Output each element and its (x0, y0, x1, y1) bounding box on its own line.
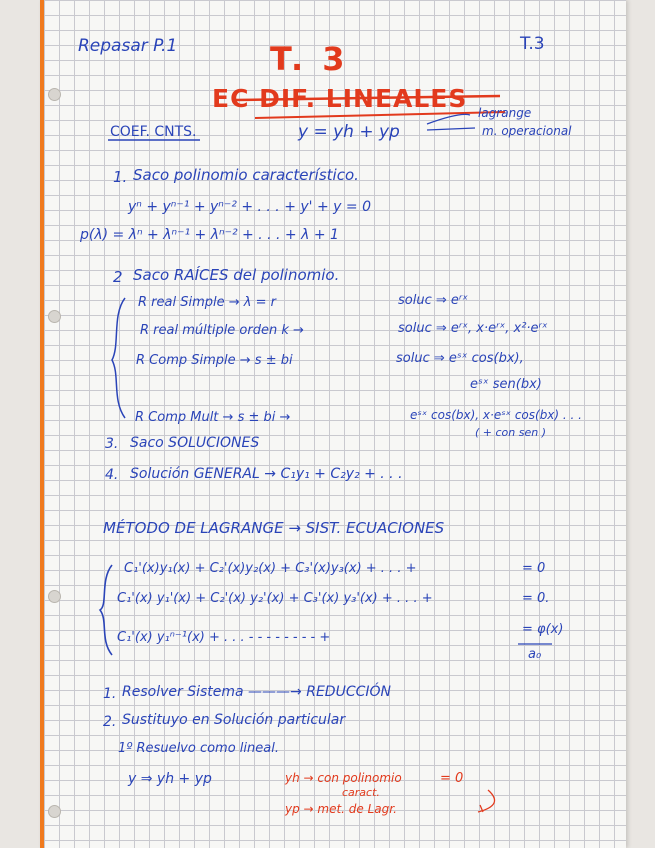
step-number: 1. (113, 168, 128, 186)
root-case-solution: soluc ⇒ eʳˣ, x·eʳˣ, x²·eʳˣ (398, 321, 548, 336)
root-case-note: ( + con sen ) (475, 426, 547, 439)
root-case-solution: eˢˣ cos(bx), x·eˢˣ cos(bx) . . . (410, 408, 582, 422)
step-number: 4. (105, 467, 119, 483)
step-number: 3. (105, 436, 119, 452)
root-case-solution: eˢˣ sen(bx) (470, 377, 542, 392)
root-case-text: R Comp Mult → s ± bi → (135, 410, 291, 425)
step-text: Saco polinomio característico. (133, 166, 359, 184)
header-right-label: T.3 (520, 34, 545, 54)
arrow-note-operacional: m. operacional (482, 124, 572, 138)
note-yh: yh → con polinomio (285, 771, 402, 785)
header-left-label: Repasar P.1 (78, 36, 178, 56)
lagrange-row-lhs: C₁'(x)y₁(x) + C₂'(x)y₂(x) + C₃'(x)y₃(x) + . . . + (124, 561, 417, 576)
lagrange-row-lhs: C₁'(x) y₁'(x) + C₂'(x) y₂'(x) + C₃'(x) y₃'(x) + . . . + (117, 591, 433, 606)
coef-section-label: COEF. CNTS. (110, 124, 197, 140)
substep-text: 1º Resuelvo como lineal. (118, 741, 279, 756)
step-text: Saco SOLUCIONES (130, 435, 260, 451)
root-case-text: R Comp Simple → s ± bi (136, 353, 293, 368)
homogeneous-equation: yⁿ + yⁿ⁻¹ + yⁿ⁻² + . . . + y' + y = 0 (128, 199, 371, 215)
step-text: Solución GENERAL → C₁y₁ + C₂y₂ + . . . (130, 466, 403, 482)
step-text: Saco RAÍCES del polinomio. (133, 266, 340, 284)
lagrange-row-rhs: = 0. (522, 591, 550, 606)
lagrange-row-lhs: C₁'(x) y₁ⁿ⁻¹(x) + . . . - - - - - - - - + (117, 630, 331, 645)
final-formula: y ⇒ yh + yp (128, 771, 212, 787)
step-number: 2. (103, 714, 117, 730)
root-case-text: R real múltiple orden k → (140, 323, 304, 338)
topic-number: T. 3 (270, 40, 349, 78)
note-equals-zero: = 0 (440, 771, 464, 786)
lagrange-title: MÉTODO DE LAGRANGE → SIST. ECUACIONES (103, 519, 445, 537)
step-number: 1. (103, 686, 117, 702)
root-case-solution: soluc ⇒ eˢˣ cos(bx), (396, 351, 524, 366)
characteristic-polynomial: p(λ) = λⁿ + λⁿ⁻¹ + λⁿ⁻² + . . . + λ + 1 (80, 227, 339, 243)
general-solution-formula: y = yh + yp (298, 122, 400, 142)
note-yh-caract: caract. (342, 786, 380, 799)
lagrange-row-rhs: = φ(x) (522, 622, 564, 637)
note-yp: yp → met. de Lagr. (285, 802, 397, 816)
lagrange-row-rhs: = 0 (522, 561, 546, 576)
step-text: Resolver Sistema ———→ REDUCCIÓN (122, 684, 391, 700)
step-text: Sustituyo en Solución particular (122, 712, 346, 728)
root-case-text: R real Simple → λ = r (138, 295, 276, 310)
step-number: 2 (113, 268, 123, 286)
topic-title: EC DIF. LINEALES (212, 84, 468, 113)
lagrange-rhs-denominator: a₀ (528, 647, 542, 662)
arrow-note-lagrange: lagrange (478, 106, 532, 120)
root-case-solution: soluc ⇒ eʳˣ (398, 293, 469, 308)
